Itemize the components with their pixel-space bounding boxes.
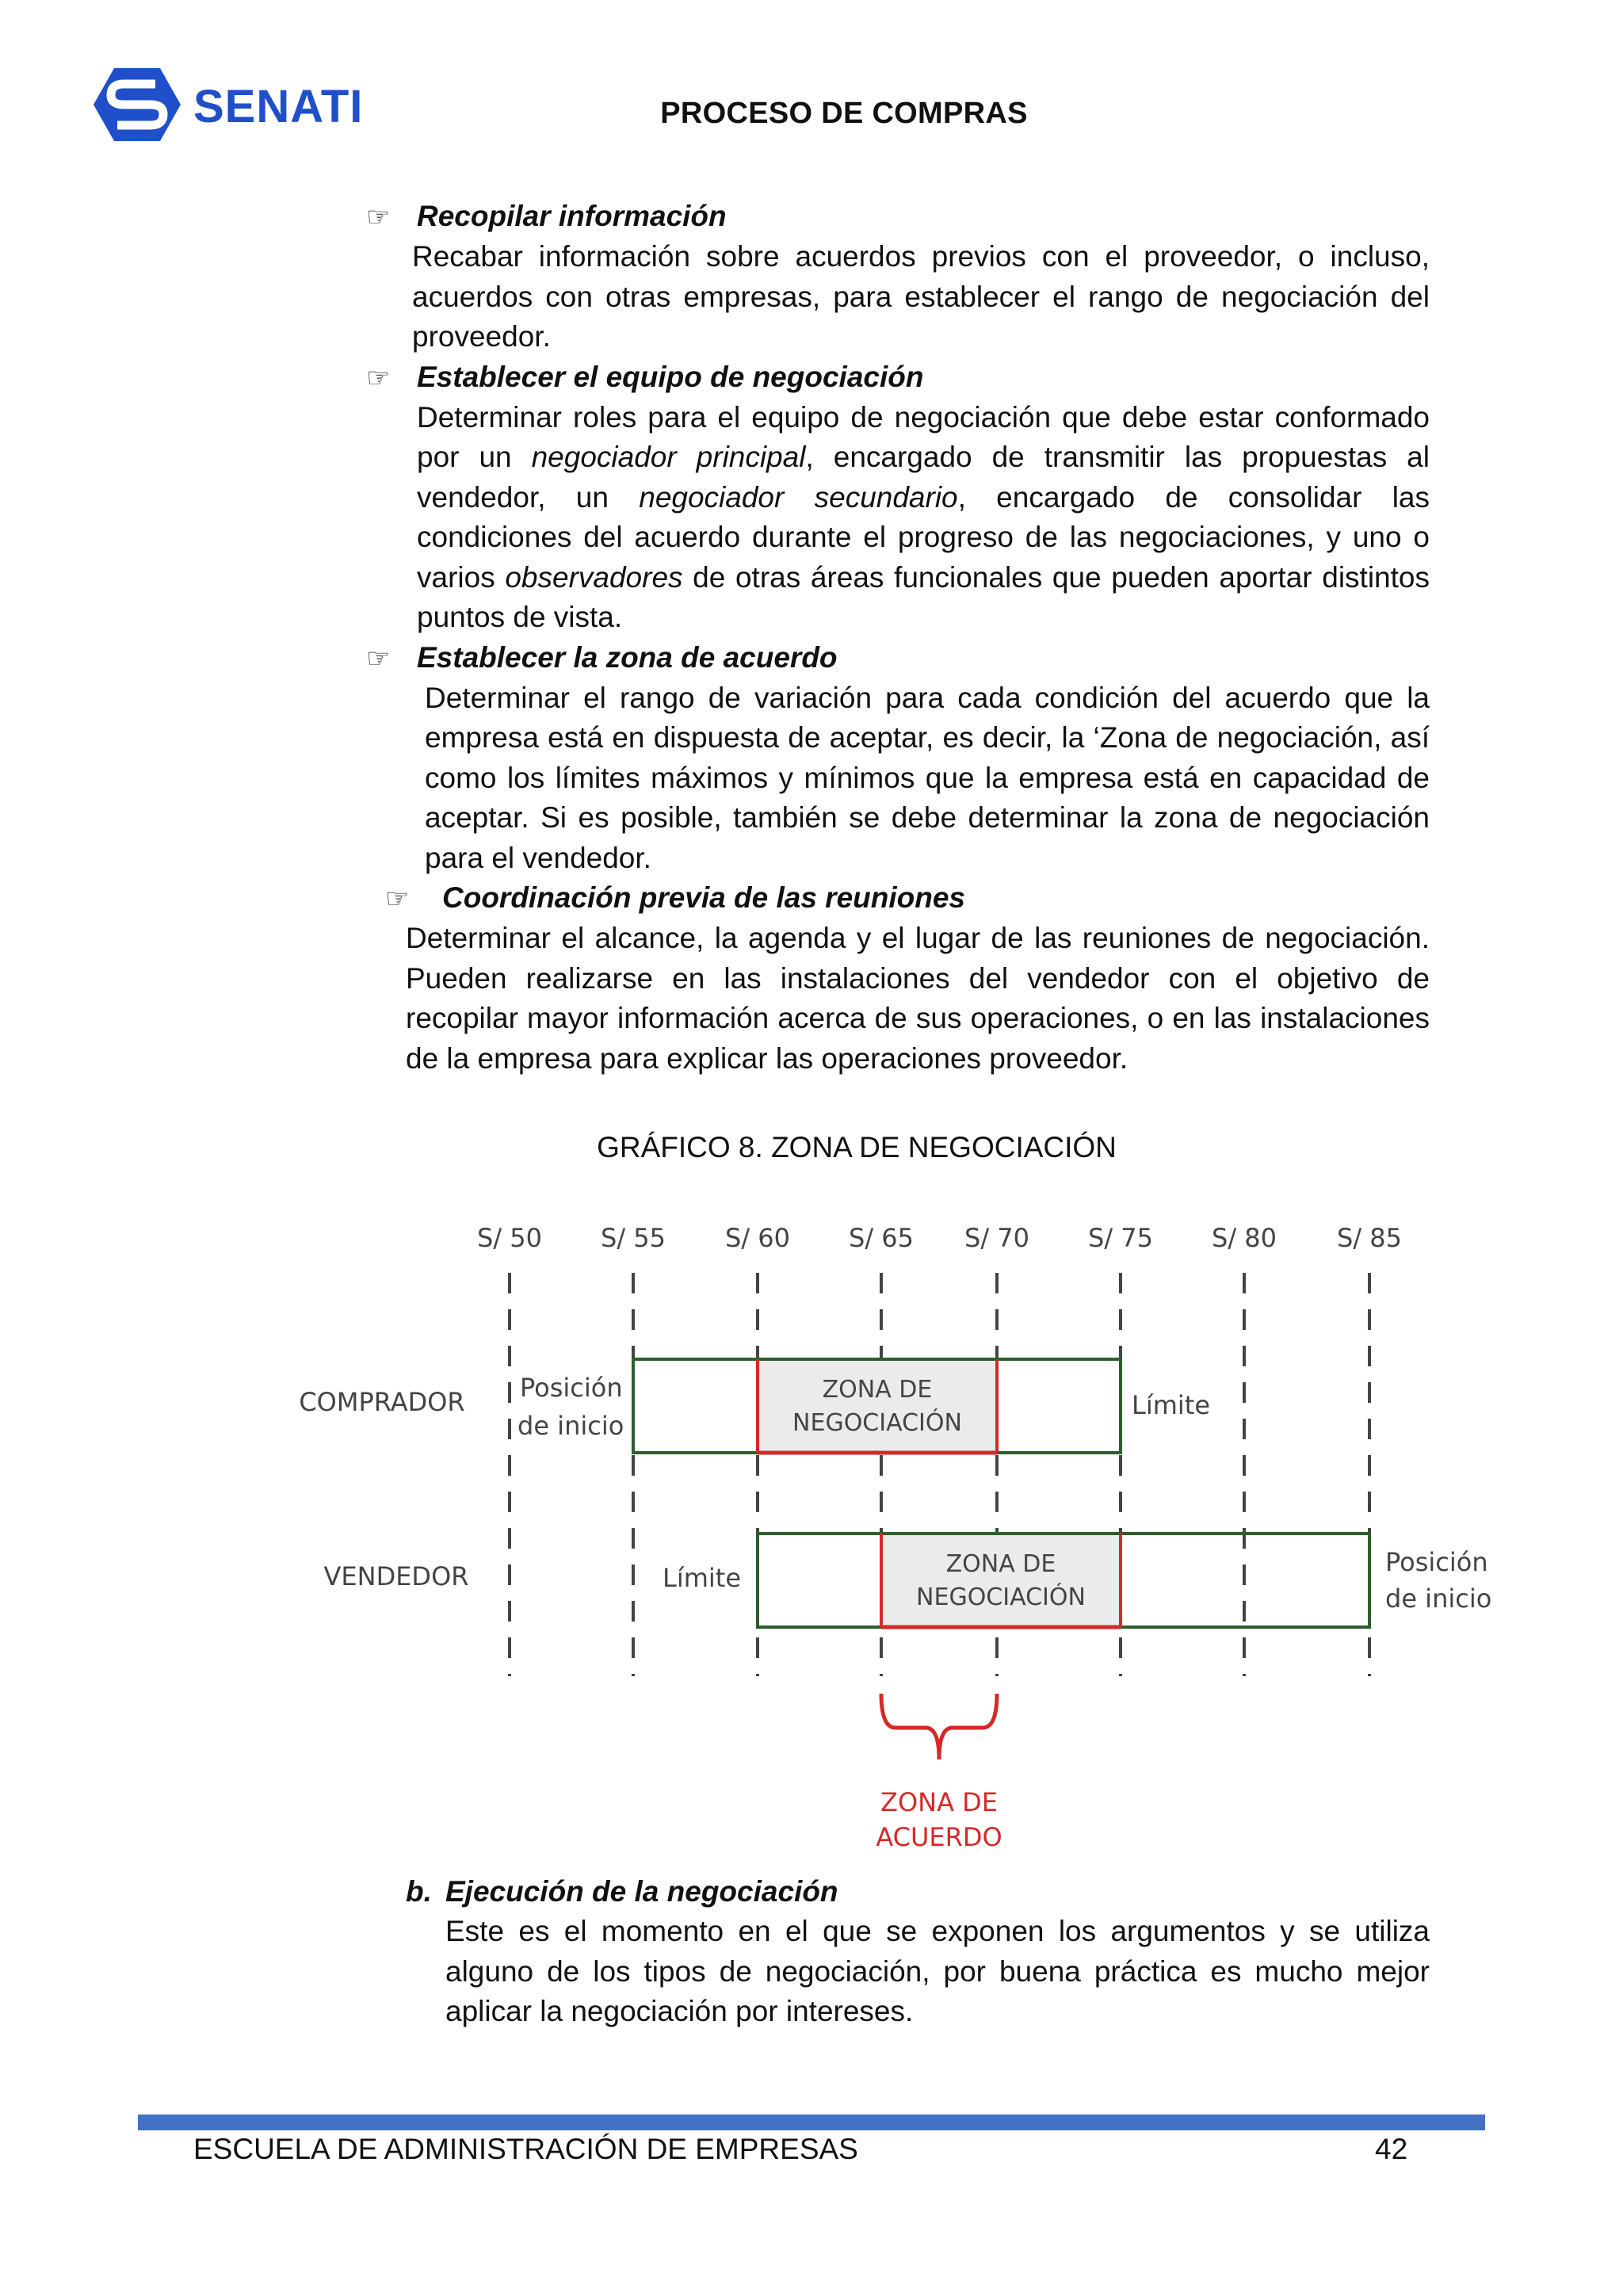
agreement-zone-label-1: ZONA DE (880, 1787, 998, 1817)
pointing-hand-icon: ☞ (366, 202, 391, 232)
subsection-body: Este es el momento en el que se exponen los argumentos y se utiliza alguno de los tipos de negociación, por buena práctica es mucho mejor aplicar la negociación por intereses. (445, 1915, 1430, 2027)
section-heading: Coordinación previa de las reuniones (442, 881, 966, 914)
price-label: S/ 70 (964, 1223, 1029, 1253)
section-heading: Recopilar información (417, 200, 727, 232)
document-title: PROCESO DE COMPRAS (660, 97, 1028, 130)
seller-negotiation-zone (881, 1534, 1121, 1627)
pointing-hand-icon: ☞ (366, 362, 391, 393)
section-recopilar (366, 197, 1430, 357)
section-heading: Establecer el equipo de negociación (417, 360, 924, 393)
main-content (366, 197, 1430, 1079)
subsection-heading: Ejecución de la negociación (445, 1875, 838, 1908)
pointing-hand-icon: ☞ (366, 643, 391, 674)
price-label: S/ 80 (1212, 1223, 1277, 1253)
buyer-limit-label: Límite (1132, 1390, 1211, 1420)
seller-start-label-2: de inicio (1385, 1584, 1492, 1614)
price-label: S/ 50 (477, 1223, 542, 1253)
buyer-label: COMPRADOR (299, 1387, 465, 1417)
section-body: Determinar el rango de variación para cada condición del acuerdo que la empresa está en dispuesta de aceptar, es decir, la ‘Zona de negociación, así como los límites máximos y mínimos que la empresa está en capacidad de aceptar. Si es posible, también se debe determinar la zona de negociación para el vendedor. (425, 681, 1430, 874)
seller-label: VENDEDOR (323, 1561, 469, 1591)
term-negociador-principal: negociador principal (531, 441, 806, 473)
seller-zone-label-2: NEGOCIACIÓN (916, 1584, 1086, 1611)
price-labels (477, 1223, 1402, 1253)
price-label: S/ 65 (849, 1223, 914, 1253)
section-body: Determinar roles para el equipo de negociación que debe estar conformado por un negociador principal, encargado de transmitir las propuestas al vendedor, un negociador secundario, encargado de consolidar las condiciones del acuerdo durante el progreso de las negociaciones, y uno o varios observadores de otras áreas funcionales que pueden aportar distintos puntos de vista. (417, 400, 1430, 633)
price-label: S/ 85 (1337, 1223, 1402, 1253)
footer-school: ESCUELA DE ADMINISTRACIÓN DE EMPRESAS (193, 2133, 858, 2165)
subsection-marker: b. (406, 1875, 432, 1908)
section-coordinacion (366, 878, 1430, 1079)
buyer-zone-label-2: NEGOCIACIÓN (792, 1409, 962, 1437)
section-body: Recabar información sobre acuerdos previos con el proveedor, o incluso, acuerdos con otras empresas, para establecer el rango de negociación del proveedor. (412, 240, 1430, 353)
term-observadores: observadores (505, 560, 683, 594)
section-equipo (366, 357, 1430, 638)
price-label: S/ 75 (1088, 1223, 1153, 1253)
pointing-hand-icon: ☞ (385, 884, 410, 914)
section-zona-acuerdo (366, 638, 1430, 879)
logo-text: SENATI (193, 81, 364, 132)
figure-caption: GRÁFICO 8. ZONA DE NEGOCIACIÓN (597, 1131, 1117, 1163)
footer-page-number: 42 (1375, 2133, 1408, 2165)
price-label: S/ 60 (725, 1223, 790, 1253)
section-heading: Establecer la zona de acuerdo (417, 640, 838, 674)
seller-start-label-1: Posición (1385, 1547, 1488, 1577)
buyer-negotiation-zone (758, 1359, 997, 1453)
price-label: S/ 55 (601, 1223, 666, 1253)
seller-zone-label-1: ZONA DE (945, 1550, 1056, 1578)
seller-limit-label: Límite (663, 1563, 742, 1593)
agreement-zone-label-2: ACUERDO (876, 1822, 1002, 1852)
buyer-start-label-2: de inicio (517, 1411, 624, 1441)
footer-bar (138, 2115, 1485, 2130)
agreement-brace-icon (881, 1694, 997, 1759)
term-negociador-secundario: negociador secundario (639, 480, 958, 514)
buyer-start-label-1: Posición (520, 1373, 623, 1403)
buyer-zone-label-1: ZONA DE (822, 1376, 933, 1404)
subsection-b (406, 1872, 1430, 2032)
negotiation-zone-diagram (0, 1205, 1623, 1862)
section-body: Determinar el alcance, la agenda y el lugar de las reuniones de negociación. Pueden realizarse en las instalaciones del vendedor con el objetivo de recopilar mayor información acerca de sus operaciones, o en las instalaciones de la empresa para explicar las operaciones proveedor. (406, 922, 1430, 1075)
